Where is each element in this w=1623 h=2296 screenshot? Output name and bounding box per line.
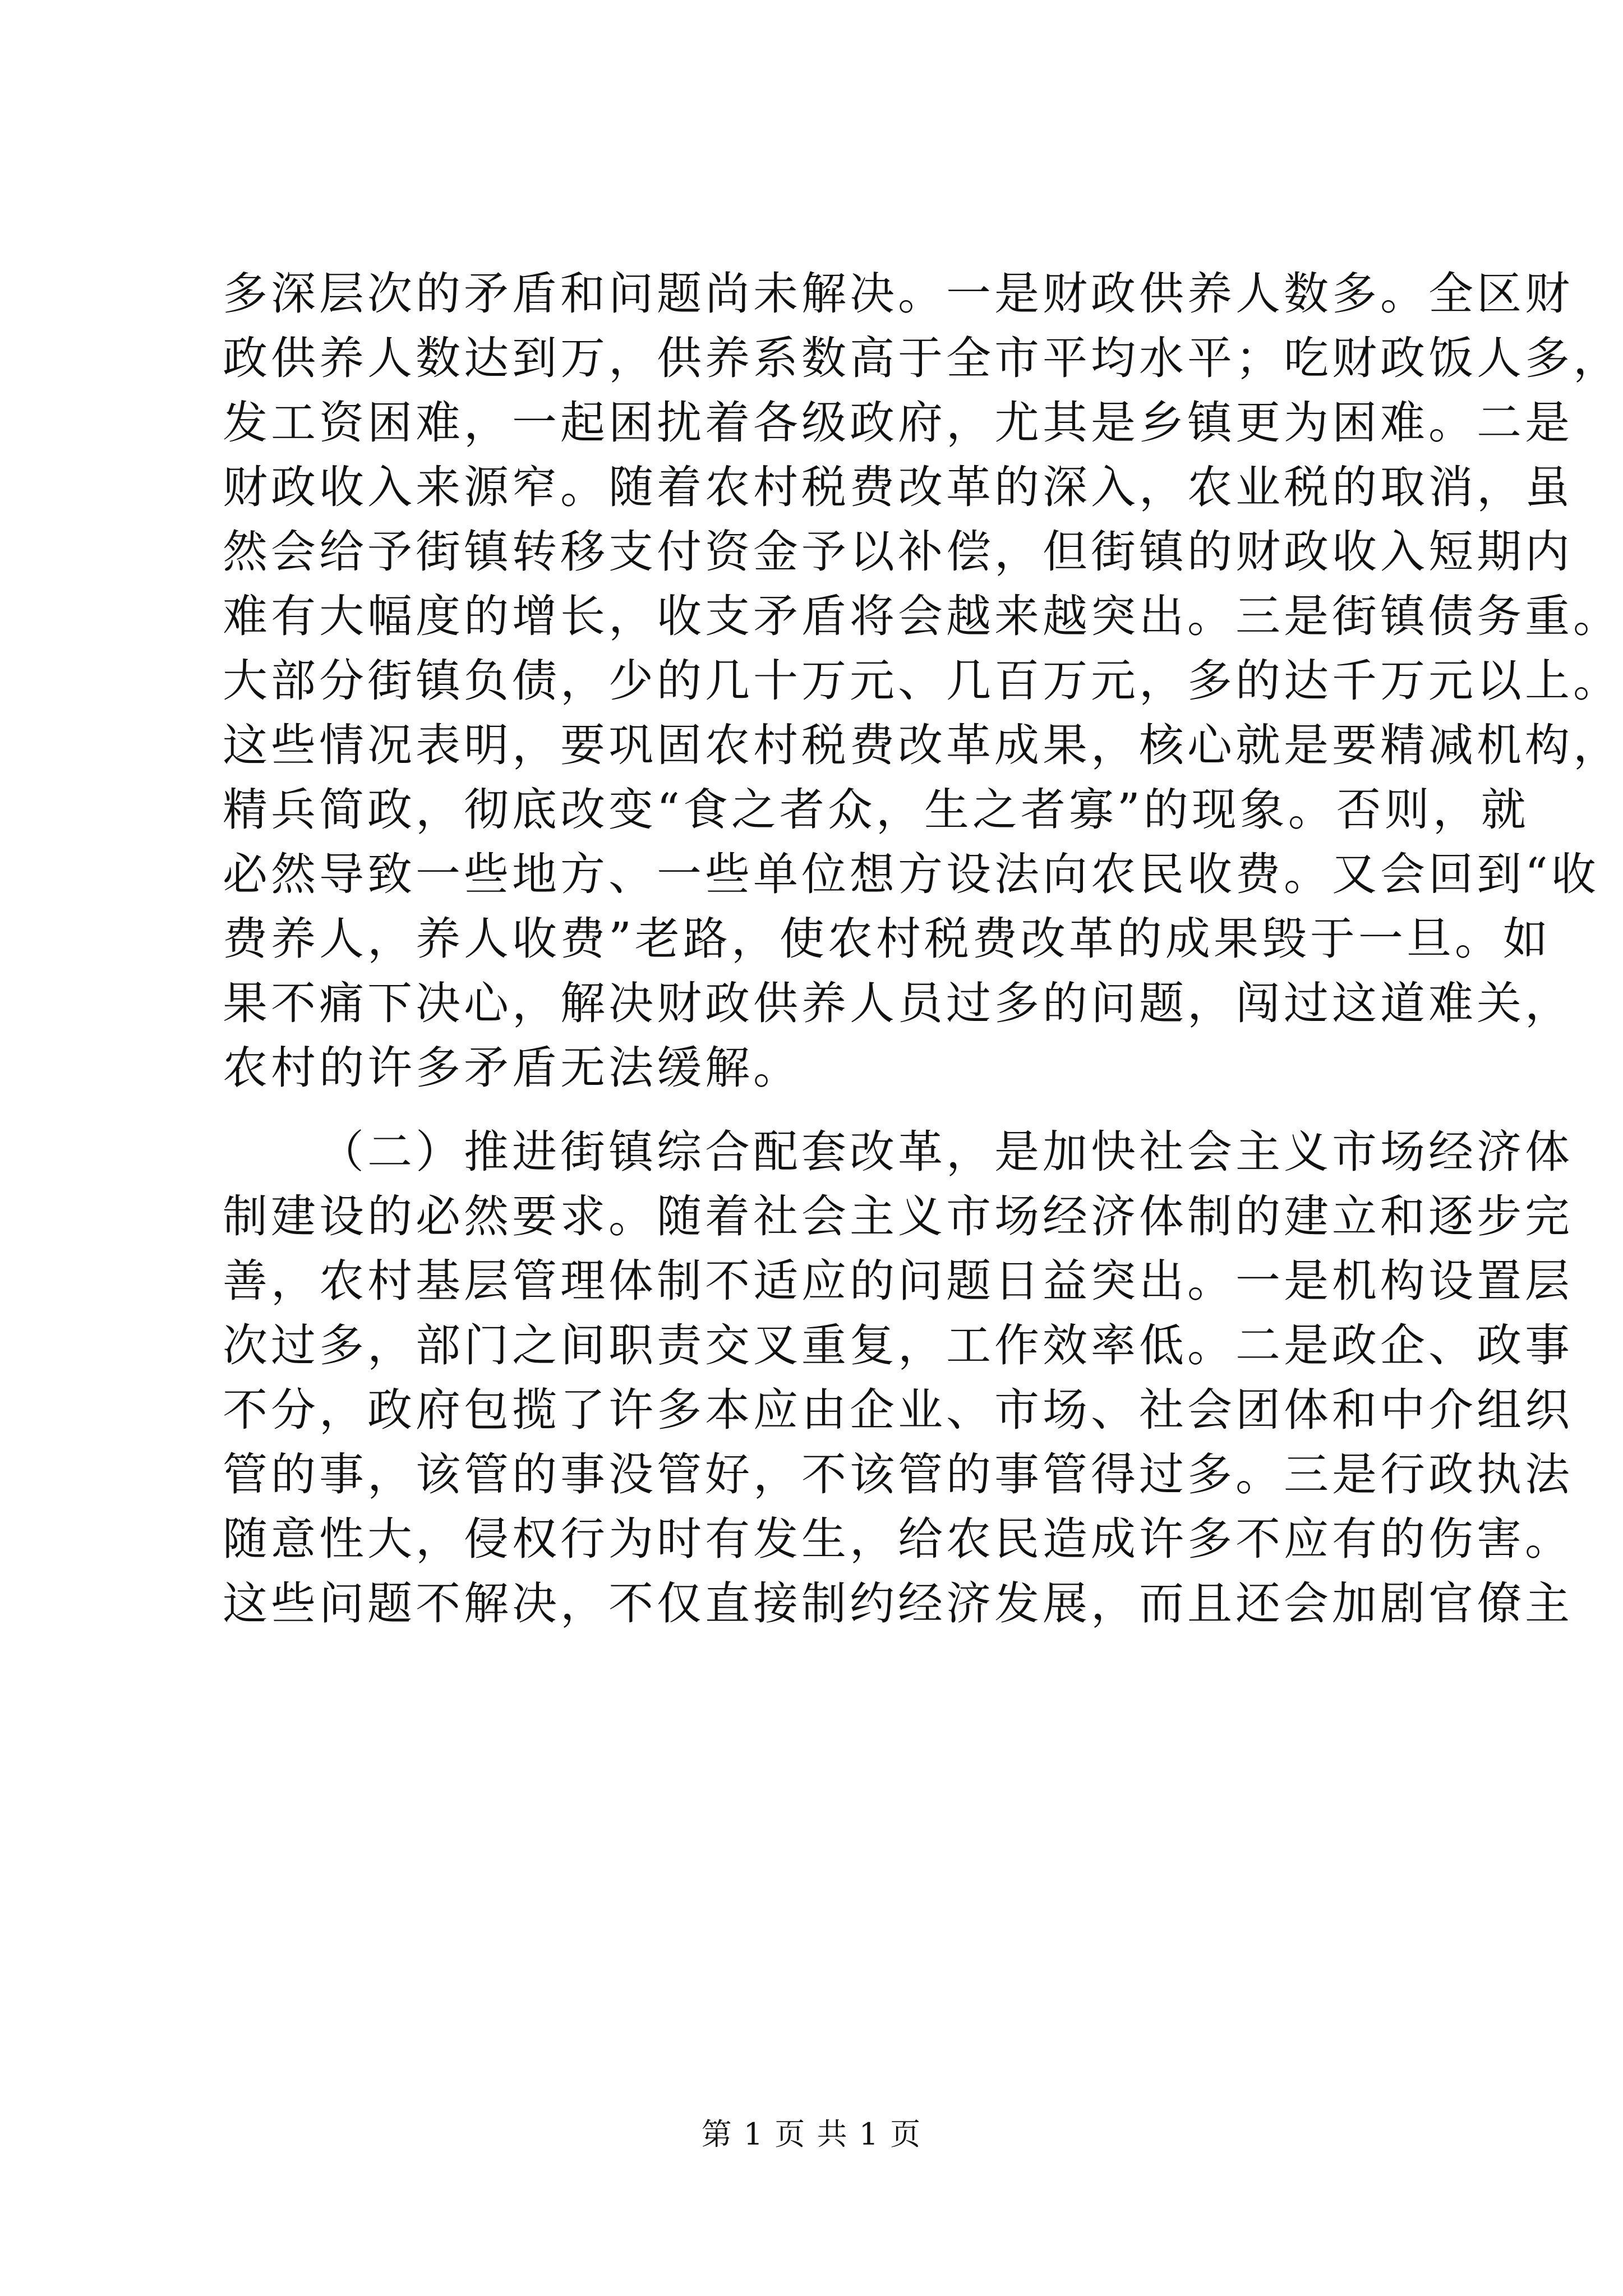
text-line: 多深层次的矛盾和问题尚未解决。一是财政供养人数多。全区财: [223, 268, 1573, 320]
text-line: 然会给予街镇转移支付资金予以补偿，但街镇的财政收入短期内: [223, 526, 1573, 578]
page-footer: 第 1 页 共 1 页: [701, 2116, 922, 2152]
text-line: 这些问题不解决，不仅直接制约经济发展，而且还会加剧官僚主: [223, 1577, 1573, 1630]
text-line: 政供养人数达到万，供养系数高于全市平均水平；吃财政饭人多，: [223, 332, 1621, 384]
text-line: 管的事，该管的事没管好，不该管的事管得过多。三是行政执法: [223, 1448, 1573, 1501]
text-line: 随意性大，侵权行为时有发生，给农民造成许多不应有的伤害。: [223, 1513, 1573, 1565]
text-line: 这些情况表明，要巩固农村税费改革成果，核心就是要精减机构，: [223, 719, 1621, 771]
text-line: 费养人，养人收费”老路，使农村税费改革的成果毁于一旦。如: [223, 913, 1551, 965]
paragraph-1: [223, 261, 1621, 1100]
text-line: 精兵简政，彻底改变“食之者众，生之者寡”的现象。否则，就: [223, 784, 1529, 836]
text-line: （二）推进街镇综合配套改革，是加快社会主义市场经济体: [319, 1126, 1573, 1178]
text-line: 果不痛下决心，解决财政供养人员过多的问题，闯过这道难关，: [223, 977, 1573, 1029]
text-line: 农村的许多矛盾无法缓解。: [223, 1042, 801, 1094]
text-line: 制建设的必然要求。随着社会主义市场经济体制的建立和逐步完: [223, 1190, 1573, 1243]
text-line: 善，农村基层管理体制不适应的问题日益突出。一是机构设置层: [223, 1255, 1573, 1307]
text-line: 大部分街镇负债，少的几十万元、几百万元，多的达千万元以上。: [223, 655, 1621, 707]
paragraph-gap: [223, 1100, 1414, 1120]
body-text: [223, 261, 1621, 1636]
text-line: 次过多，部门之间职责交叉重复，工作效率低。二是政企、政事: [223, 1319, 1573, 1372]
text-line: 难有大幅度的增长，收支矛盾将会越来越突出。三是街镇债务重。: [223, 590, 1621, 642]
text-line: 必然导致一些地方、一些单位想方设法向农民收费。又会回到“收: [223, 848, 1599, 900]
text-line: 不分，政府包揽了许多本应由企业、市场、社会团体和中介组织: [223, 1384, 1573, 1436]
text-line: 财政收入来源窄。随着农村税费改革的深入，农业税的取消，虽: [223, 461, 1573, 513]
paragraph-2: [223, 1120, 1573, 1636]
text-line: 发工资困难，一起困扰着各级政府，尤其是乡镇更为困难。二是: [223, 397, 1573, 449]
